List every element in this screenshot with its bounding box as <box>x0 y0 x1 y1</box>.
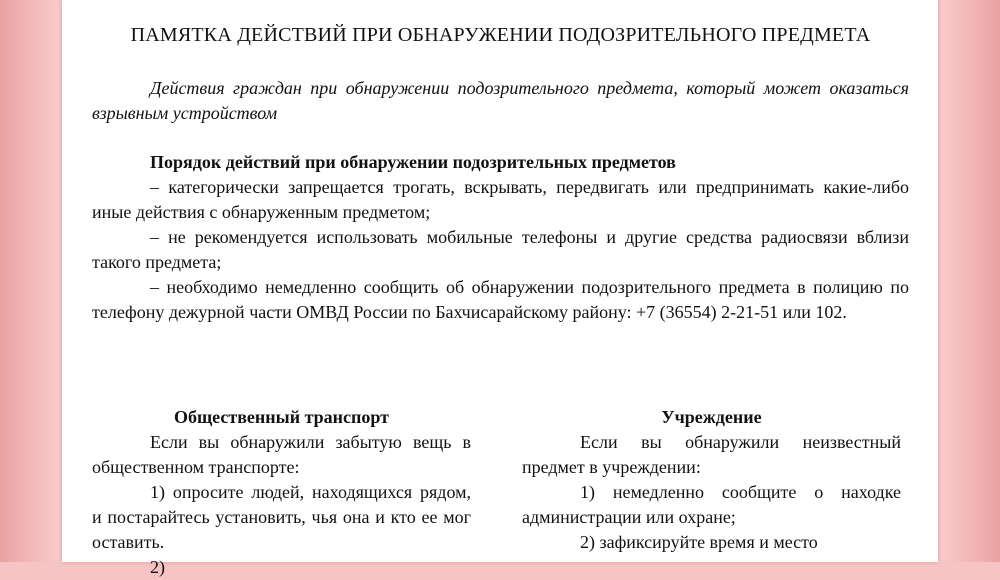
document-page <box>62 0 938 577</box>
transport-paragraph: Если вы обнаружили забытую вещь в общественном транспорте: <box>92 432 471 477</box>
procedure-heading: Порядок действий при обнаружении подозрительных предметов <box>150 152 676 172</box>
procedure-item: – категорически запрещается трогать, вскрывать, передвигать или предпринимать какие-либо иные действия с обнаруженным предметом; <box>92 177 909 222</box>
institution-paragraph: 2) зафиксируйте время и место <box>580 532 818 552</box>
procedure-item: – не рекомендуется использовать мобильные телефоны и другие средства радиосвязи вблизи такого предмета; <box>92 227 909 272</box>
institution-heading: Учреждение <box>661 407 762 427</box>
institution-column <box>522 405 901 555</box>
institution-paragraph: 1) немедленно сообщите о находке администрации или охране; <box>522 482 901 527</box>
two-column-section <box>92 405 909 575</box>
transport-heading: Общественный транспорт <box>173 407 390 427</box>
institution-paragraph: Если вы обнаружили неизвестный предмет в учреждении: <box>522 432 901 477</box>
left-pink-border <box>0 0 62 562</box>
document-content <box>92 22 909 325</box>
transport-paragraph: 1) опросите людей, находящихся рядом, и постарайтесь установить, чья она и кто ее мог оставить. <box>92 482 471 552</box>
transport-column <box>92 405 471 580</box>
document-subtitle: Действия граждан при обнаружении подозрительного предмета, который может оказаться взрывным устройством <box>92 78 909 123</box>
transport-paragraph: 2) <box>150 557 165 577</box>
document-title: ПАМЯТКА ДЕЙСТВИЙ ПРИ ОБНАРУЖЕНИИ ПОДОЗРИТЕЛЬНОГО ПРЕДМЕТА <box>130 24 871 46</box>
right-pink-border <box>938 0 1000 562</box>
procedure-item: – необходимо немедленно сообщить об обнаружении подозрительного предмета в полицию по телефону дежурной части ОМВД России по Бахчисарайскому району: +7 (36554) 2-21-51 или 102. <box>92 277 909 322</box>
